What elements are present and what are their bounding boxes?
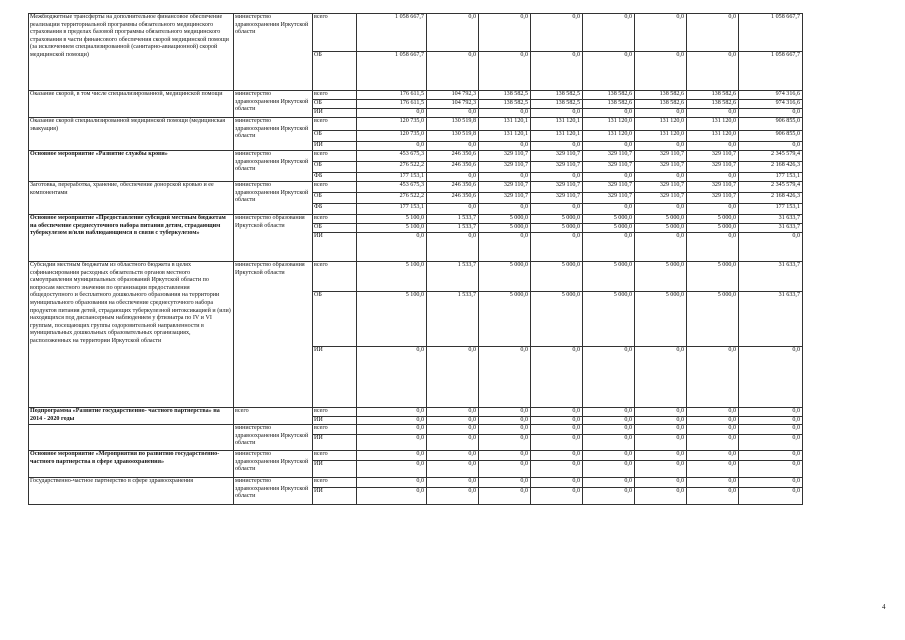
year-value-cell: 5 000,0 — [635, 262, 687, 292]
total-cell: 31 633,7 — [739, 224, 803, 233]
year-value-cell: 0,0 — [427, 14, 479, 52]
year-value-cell: 5 000,0 — [479, 224, 531, 233]
year-value-cell: 0,0 — [635, 173, 687, 182]
year-value-cell: 131 120,0 — [635, 131, 687, 142]
activity-name: Основное мероприятие «Предоставление субсидий местным бюджетам на обеспечение среднесуточного набора питания детям, страдающим туберкулезом и/или наблюдающимся в связи с туберкулезом» — [29, 215, 234, 262]
funding-source: ИИ — [313, 109, 357, 118]
activity-name: Государственно-частное партнерство в сфере здравоохранения — [29, 478, 234, 505]
year-value-cell: 138 582,6 — [687, 91, 739, 100]
year-value-cell: 329 110,7 — [635, 193, 687, 204]
executor: министерство здравоохранения Иркутской области — [234, 91, 313, 118]
year-value-cell: 0,0 — [427, 408, 479, 417]
year-value-cell: 0,0 — [687, 14, 739, 52]
table-row — [29, 215, 803, 224]
year-value-cell: 0,0 — [635, 451, 687, 461]
year-value-cell: 0,0 — [635, 347, 687, 408]
year-value-cell: 1 058 667,7 — [357, 14, 427, 52]
year-value-cell: 5 000,0 — [531, 292, 583, 347]
year-value-cell: 130 519,8 — [427, 131, 479, 142]
year-value-cell: 130 519,8 — [427, 118, 479, 131]
funding-source: всего — [313, 182, 357, 193]
total-cell: 0,0 — [739, 233, 803, 262]
executor: министерство здравоохранения Иркутской области — [234, 425, 313, 451]
year-value-cell: 0,0 — [531, 408, 583, 417]
year-value-cell: 0,0 — [427, 416, 479, 425]
total-cell: 974 316,6 — [739, 91, 803, 100]
year-value-cell: 0,0 — [583, 173, 635, 182]
year-value-cell: 0,0 — [479, 233, 531, 262]
funding-source: всего — [313, 215, 357, 224]
year-value-cell: 329 110,7 — [635, 182, 687, 193]
funding-source: всего — [313, 451, 357, 461]
year-value-cell: 0,0 — [479, 461, 531, 478]
year-value-cell: 0,0 — [357, 451, 427, 461]
year-value-cell: 0,0 — [531, 173, 583, 182]
year-value-cell: 5 000,0 — [583, 262, 635, 292]
year-value-cell: 329 110,7 — [583, 151, 635, 162]
year-value-cell: 0,0 — [479, 14, 531, 52]
year-value-cell: 138 582,6 — [635, 91, 687, 100]
funding-source: ФБ — [313, 204, 357, 215]
year-value-cell: 0,0 — [583, 425, 635, 435]
executor: министерство здравоохранения Иркутской области — [234, 451, 313, 478]
year-value-cell: 0,0 — [479, 488, 531, 505]
year-value-cell: 0,0 — [427, 109, 479, 118]
year-value-cell: 329 110,7 — [687, 193, 739, 204]
year-value-cell: 5 100,0 — [357, 262, 427, 292]
year-value-cell: 0,0 — [531, 109, 583, 118]
year-value-cell: 0,0 — [635, 416, 687, 425]
year-value-cell: 5 000,0 — [687, 215, 739, 224]
year-value-cell: 0,0 — [583, 14, 635, 52]
total-cell: 974 316,6 — [739, 100, 803, 109]
total-cell: 31 633,7 — [739, 262, 803, 292]
year-value-cell: 0,0 — [531, 488, 583, 505]
year-value-cell: 0,0 — [687, 173, 739, 182]
activity-name: Межбюджетные трансферты на дополнительное финансовое обеспечение реализации территориальной программы обязательного медицинского страхования в пределах базовой программы обязательного медицинского страхования в части финансового обеспечения скорой медицинской помощи (за исключением специализированной (санитарно-авиационной) скорой медицинской помощи) — [29, 14, 234, 91]
executor: министерство образования Иркутской области — [234, 262, 313, 408]
year-value-cell: 0,0 — [479, 408, 531, 417]
year-value-cell: 5 000,0 — [687, 262, 739, 292]
year-value-cell: 276 522,2 — [357, 193, 427, 204]
year-value-cell: 5 000,0 — [635, 224, 687, 233]
year-value-cell: 0,0 — [583, 204, 635, 215]
year-value-cell: 0,0 — [531, 14, 583, 52]
total-cell: 0,0 — [739, 142, 803, 151]
year-value-cell: 0,0 — [427, 52, 479, 91]
funding-source: всего — [313, 14, 357, 52]
year-value-cell: 0,0 — [583, 488, 635, 505]
year-value-cell: 138 582,5 — [479, 100, 531, 109]
year-value-cell: 0,0 — [687, 425, 739, 435]
year-value-cell: 0,0 — [427, 142, 479, 151]
table-row — [29, 14, 803, 52]
year-value-cell: 120 735,0 — [357, 118, 427, 131]
table-row — [29, 451, 803, 461]
year-value-cell: 0,0 — [583, 109, 635, 118]
total-cell: 1 058 667,7 — [739, 52, 803, 91]
year-value-cell: 0,0 — [531, 52, 583, 91]
year-value-cell: 246 350,6 — [427, 162, 479, 173]
year-value-cell: 0,0 — [635, 109, 687, 118]
year-value-cell: 329 110,7 — [531, 162, 583, 173]
year-value-cell: 0,0 — [687, 451, 739, 461]
year-value-cell: 0,0 — [583, 233, 635, 262]
year-value-cell: 0,0 — [531, 461, 583, 478]
year-value-cell: 0,0 — [687, 204, 739, 215]
year-value-cell: 0,0 — [687, 478, 739, 488]
year-value-cell: 0,0 — [635, 204, 687, 215]
funding-source: ОБ — [313, 292, 357, 347]
year-value-cell: 0,0 — [357, 233, 427, 262]
activity-name: Заготовка, переработка, хранение, обеспечение донорской кровью и ее компонентами — [29, 182, 234, 215]
year-value-cell: 131 120,1 — [531, 131, 583, 142]
year-value-cell: 0,0 — [427, 488, 479, 505]
year-value-cell: 0,0 — [687, 461, 739, 478]
year-value-cell: 0,0 — [357, 425, 427, 435]
year-value-cell: 5 000,0 — [583, 215, 635, 224]
year-value-cell: 246 350,6 — [427, 151, 479, 162]
year-value-cell: 0,0 — [427, 451, 479, 461]
executor: министерство здравоохранения Иркутской области — [234, 478, 313, 505]
table-row — [29, 408, 803, 417]
funding-source: всего — [313, 118, 357, 131]
total-cell: 31 633,7 — [739, 292, 803, 347]
year-value-cell: 131 120,0 — [583, 118, 635, 131]
year-value-cell: 177 153,1 — [357, 173, 427, 182]
year-value-cell: 104 792,3 — [427, 100, 479, 109]
year-value-cell: 0,0 — [687, 233, 739, 262]
year-value-cell: 0,0 — [531, 478, 583, 488]
total-cell: 0,0 — [739, 408, 803, 417]
total-cell: 0,0 — [739, 435, 803, 451]
total-cell: 0,0 — [739, 425, 803, 435]
year-value-cell: 0,0 — [583, 52, 635, 91]
year-value-cell: 5 000,0 — [531, 215, 583, 224]
year-value-cell: 177 153,1 — [357, 204, 427, 215]
budget-table — [28, 13, 803, 505]
total-cell: 177 153,1 — [739, 204, 803, 215]
year-value-cell: 0,0 — [687, 347, 739, 408]
year-value-cell: 0,0 — [479, 435, 531, 451]
year-value-cell: 0,0 — [357, 408, 427, 417]
executor: министерство здравоохранения Иркутской области — [234, 14, 313, 91]
year-value-cell: 0,0 — [583, 408, 635, 417]
year-value-cell: 5 000,0 — [479, 215, 531, 224]
table-row — [29, 425, 803, 435]
funding-source: ОБ — [313, 162, 357, 173]
year-value-cell: 0,0 — [479, 478, 531, 488]
year-value-cell: 104 792,3 — [427, 91, 479, 100]
year-value-cell: 0,0 — [479, 109, 531, 118]
year-value-cell: 0,0 — [531, 425, 583, 435]
funding-source: ОБ — [313, 52, 357, 91]
year-value-cell: 5 000,0 — [583, 224, 635, 233]
total-cell: 906 855,0 — [739, 131, 803, 142]
year-value-cell: 0,0 — [427, 435, 479, 451]
year-value-cell: 0,0 — [427, 478, 479, 488]
year-value-cell: 1 533,7 — [427, 224, 479, 233]
year-value-cell: 1 533,7 — [427, 292, 479, 347]
year-value-cell: 0,0 — [583, 416, 635, 425]
year-value-cell: 0,0 — [635, 233, 687, 262]
year-value-cell: 0,0 — [583, 347, 635, 408]
funding-source: ИИ — [313, 347, 357, 408]
year-value-cell: 0,0 — [357, 435, 427, 451]
funding-source: ИИ — [313, 461, 357, 478]
total-cell: 31 633,7 — [739, 215, 803, 224]
year-value-cell: 0,0 — [357, 142, 427, 151]
year-value-cell: 0,0 — [357, 347, 427, 408]
funding-source: всего — [313, 91, 357, 100]
total-cell: 0,0 — [739, 488, 803, 505]
total-cell: 0,0 — [739, 478, 803, 488]
year-value-cell: 5 100,0 — [357, 224, 427, 233]
year-value-cell: 0,0 — [635, 142, 687, 151]
funding-source: ОБ — [313, 131, 357, 142]
year-value-cell: 0,0 — [687, 408, 739, 417]
activity-name: Подпрограмма «Развитие государственно- частного партнерства» на 2014 - 2020 годы — [29, 408, 234, 425]
year-value-cell: 0,0 — [583, 142, 635, 151]
year-value-cell: 0,0 — [427, 347, 479, 408]
total-cell: 2 345 579,4 — [739, 182, 803, 193]
year-value-cell: 0,0 — [531, 416, 583, 425]
year-value-cell: 0,0 — [427, 233, 479, 262]
year-value-cell: 329 110,7 — [479, 193, 531, 204]
total-cell: 1 058 667,7 — [739, 14, 803, 52]
year-value-cell: 0,0 — [479, 425, 531, 435]
funding-source: ФБ — [313, 173, 357, 182]
year-value-cell: 5 000,0 — [479, 292, 531, 347]
total-cell: 0,0 — [739, 416, 803, 425]
year-value-cell: 0,0 — [479, 173, 531, 182]
year-value-cell: 0,0 — [427, 173, 479, 182]
year-value-cell: 5 000,0 — [687, 292, 739, 347]
year-value-cell: 5 000,0 — [687, 224, 739, 233]
year-value-cell: 329 110,7 — [583, 162, 635, 173]
activity-name: Основное мероприятие «Мероприятия по развитию государственно-частного партнерства в сфере здравоохранения» — [29, 451, 234, 478]
funding-source: всего — [313, 408, 357, 417]
year-value-cell: 5 000,0 — [635, 292, 687, 347]
year-value-cell: 0,0 — [583, 435, 635, 451]
year-value-cell: 0,0 — [531, 347, 583, 408]
year-value-cell: 329 110,7 — [583, 193, 635, 204]
year-value-cell: 0,0 — [687, 109, 739, 118]
year-value-cell: 5 000,0 — [479, 262, 531, 292]
year-value-cell: 329 110,7 — [479, 182, 531, 193]
total-cell: 2 168 426,3 — [739, 193, 803, 204]
year-value-cell: 138 582,5 — [531, 91, 583, 100]
year-value-cell: 0,0 — [479, 347, 531, 408]
year-value-cell: 0,0 — [479, 416, 531, 425]
funding-source: ОБ — [313, 224, 357, 233]
year-value-cell: 1 533,7 — [427, 262, 479, 292]
total-cell: 0,0 — [739, 461, 803, 478]
year-value-cell: 131 120,0 — [687, 118, 739, 131]
year-value-cell: 0,0 — [427, 425, 479, 435]
year-value-cell: 0,0 — [357, 478, 427, 488]
executor: министерство здравоохранения Иркутской области — [234, 118, 313, 151]
year-value-cell: 329 110,7 — [583, 182, 635, 193]
year-value-cell: 0,0 — [687, 435, 739, 451]
year-value-cell: 0,0 — [635, 488, 687, 505]
year-value-cell: 0,0 — [635, 52, 687, 91]
year-value-cell: 276 522,2 — [357, 162, 427, 173]
total-cell: 0,0 — [739, 451, 803, 461]
year-value-cell: 0,0 — [687, 416, 739, 425]
year-value-cell: 0,0 — [427, 461, 479, 478]
table-row — [29, 182, 803, 193]
year-value-cell: 131 120,0 — [635, 118, 687, 131]
executor: министерство здравоохранения Иркутской области — [234, 182, 313, 215]
year-value-cell: 5 100,0 — [357, 215, 427, 224]
year-value-cell: 0,0 — [687, 488, 739, 505]
year-value-cell: 138 582,5 — [479, 91, 531, 100]
year-value-cell: 329 110,7 — [479, 151, 531, 162]
funding-source: всего — [313, 151, 357, 162]
year-value-cell: 5 000,0 — [531, 262, 583, 292]
year-value-cell: 120 735,0 — [357, 131, 427, 142]
table-row — [29, 478, 803, 488]
funding-source: ИИ — [313, 142, 357, 151]
year-value-cell: 0,0 — [583, 461, 635, 478]
year-value-cell: 0,0 — [635, 408, 687, 417]
funding-source: всего — [313, 262, 357, 292]
activity-name: Основное мероприятие «Развитие службы крови» — [29, 151, 234, 182]
year-value-cell: 0,0 — [583, 451, 635, 461]
year-value-cell: 329 110,7 — [687, 162, 739, 173]
year-value-cell: 0,0 — [635, 425, 687, 435]
year-value-cell: 329 110,7 — [687, 151, 739, 162]
year-value-cell: 0,0 — [635, 461, 687, 478]
activity-name — [29, 425, 234, 451]
page-number: 4 — [882, 603, 886, 611]
year-value-cell: 0,0 — [479, 142, 531, 151]
year-value-cell: 0,0 — [687, 52, 739, 91]
year-value-cell: 138 582,6 — [583, 91, 635, 100]
year-value-cell: 0,0 — [635, 435, 687, 451]
year-value-cell: 131 120,1 — [479, 118, 531, 131]
year-value-cell: 1 533,7 — [427, 215, 479, 224]
total-cell: 2 168 426,3 — [739, 162, 803, 173]
activity-name: Оказание скорой специализированной медицинской помощи (медицинская эвакуация) — [29, 118, 234, 151]
year-value-cell: 131 120,0 — [687, 131, 739, 142]
year-value-cell: 0,0 — [357, 488, 427, 505]
year-value-cell: 0,0 — [357, 109, 427, 118]
year-value-cell: 0,0 — [357, 461, 427, 478]
funding-source: ИИ — [313, 488, 357, 505]
year-value-cell: 0,0 — [479, 451, 531, 461]
table-row — [29, 91, 803, 100]
year-value-cell: 246 350,6 — [427, 182, 479, 193]
table-row — [29, 151, 803, 162]
year-value-cell: 5 000,0 — [635, 215, 687, 224]
year-value-cell: 5 000,0 — [583, 292, 635, 347]
year-value-cell: 329 110,7 — [531, 151, 583, 162]
activity-name: Субсидии местным бюджетам из областного бюджета в целях софинансирования расходных обязательств органов местного самоуправления муниципальных образований Иркутской области по вопросам местного значения по организации предоставления общедоступного и бесплатного дошкольного образования на территории муниципального образования на обеспечение среднесуточного набора продуктов питания детей, страдающих туберкулезной интоксикацией и (или) находящихся под диспансерным наблюдением у фтизиатра по IV и VI группам, посещающих группы оздоровительной направленности в муниципальных дошкольных образовательных организациях, расположенных на территории Иркутской области — [29, 262, 234, 408]
funding-source: ИИ — [313, 233, 357, 262]
funding-source: ИИ — [313, 416, 357, 425]
year-value-cell: 0,0 — [531, 233, 583, 262]
year-value-cell: 329 110,7 — [635, 151, 687, 162]
year-value-cell: 0,0 — [531, 204, 583, 215]
funding-source: всего — [313, 478, 357, 488]
funding-source: ИИ — [313, 435, 357, 451]
executor: всего — [234, 408, 313, 425]
executor: министерство образования Иркутской области — [234, 215, 313, 262]
year-value-cell: 246 350,6 — [427, 193, 479, 204]
year-value-cell: 131 120,1 — [479, 131, 531, 142]
year-value-cell: 453 675,3 — [357, 182, 427, 193]
year-value-cell: 329 110,7 — [635, 162, 687, 173]
year-value-cell: 329 110,7 — [531, 193, 583, 204]
year-value-cell: 138 582,5 — [531, 100, 583, 109]
year-value-cell: 138 582,6 — [687, 100, 739, 109]
year-value-cell: 0,0 — [531, 451, 583, 461]
year-value-cell: 453 675,3 — [357, 151, 427, 162]
total-cell: 0,0 — [739, 109, 803, 118]
year-value-cell: 0,0 — [635, 14, 687, 52]
year-value-cell: 138 582,6 — [635, 100, 687, 109]
year-value-cell: 131 120,0 — [583, 131, 635, 142]
total-cell: 2 345 579,4 — [739, 151, 803, 162]
year-value-cell: 329 110,7 — [531, 182, 583, 193]
year-value-cell: 329 110,7 — [687, 182, 739, 193]
year-value-cell: 0,0 — [635, 478, 687, 488]
activity-name: Оказание скорой, в том числе специализированной, медицинской помощи — [29, 91, 234, 118]
funding-source: ОБ — [313, 100, 357, 109]
year-value-cell: 0,0 — [479, 52, 531, 91]
year-value-cell: 0,0 — [357, 416, 427, 425]
executor: министерство здравоохранения Иркутской области — [234, 151, 313, 182]
year-value-cell: 176 611,5 — [357, 100, 427, 109]
year-value-cell: 5 000,0 — [531, 224, 583, 233]
funding-source: ОБ — [313, 193, 357, 204]
year-value-cell: 0,0 — [531, 142, 583, 151]
year-value-cell: 138 582,6 — [583, 100, 635, 109]
year-value-cell: 176 611,5 — [357, 91, 427, 100]
total-cell: 0,0 — [739, 347, 803, 408]
total-cell: 177 153,1 — [739, 173, 803, 182]
table-row — [29, 262, 803, 292]
year-value-cell: 0,0 — [427, 204, 479, 215]
funding-source: всего — [313, 425, 357, 435]
year-value-cell: 0,0 — [583, 478, 635, 488]
year-value-cell: 1 058 667,7 — [357, 52, 427, 91]
year-value-cell: 329 110,7 — [479, 162, 531, 173]
table-row — [29, 118, 803, 131]
year-value-cell: 0,0 — [687, 142, 739, 151]
year-value-cell: 5 100,0 — [357, 292, 427, 347]
year-value-cell: 0,0 — [479, 204, 531, 215]
year-value-cell: 131 120,1 — [531, 118, 583, 131]
year-value-cell: 0,0 — [531, 435, 583, 451]
total-cell: 906 855,0 — [739, 118, 803, 131]
